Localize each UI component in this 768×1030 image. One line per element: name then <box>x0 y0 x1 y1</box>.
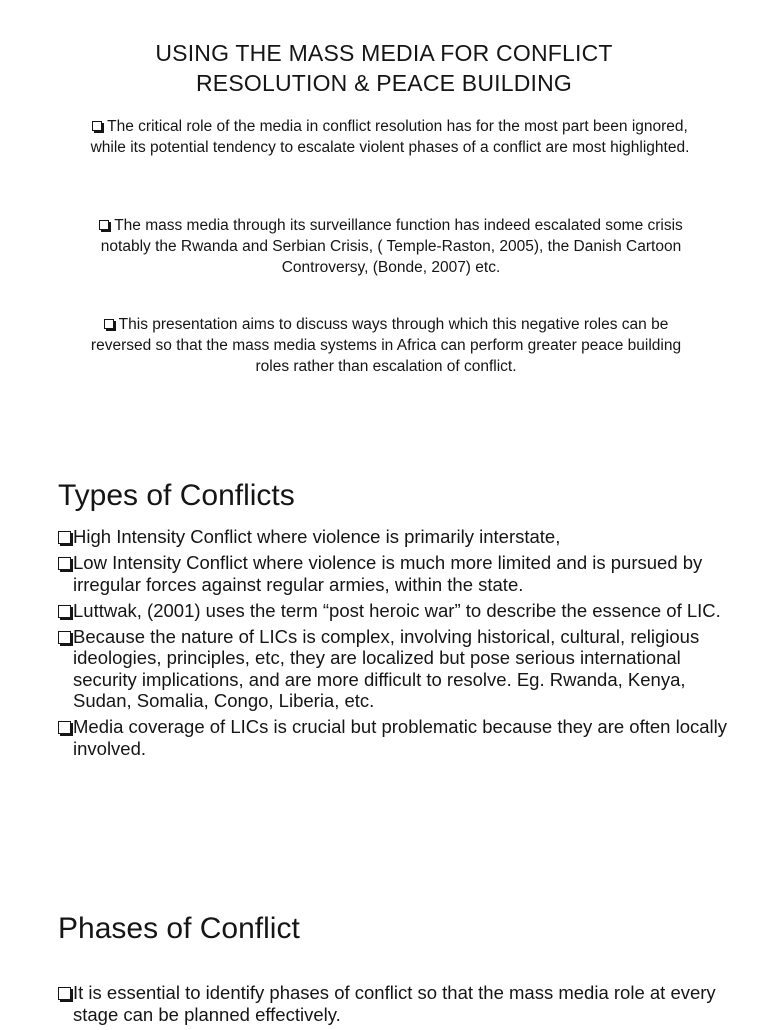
list-item-text: Luttwak, (2001) uses the term “post heroic war” to describe the essence of LIC. <box>73 599 721 621</box>
hollow-square-bullet-icon <box>58 987 71 1000</box>
intro-paragraph-text: The critical role of the media in conflict resolution has for the most part been ignored, while its potential tendency to escalate violent phases of a conflict are most highlighted. <box>90 118 690 156</box>
intro-paragraph-text: This presentation aims to discuss ways through which this negative roles can be reversed so that the mass media systems in Africa can perform greater peace building roles rather than escalation of conflict. <box>90 316 682 375</box>
list-item <box>58 716 728 759</box>
hollow-square-bullet-icon <box>58 721 71 734</box>
types-of-conflicts-list <box>58 526 728 764</box>
list-item <box>58 626 728 712</box>
hollow-square-bullet-icon <box>92 121 102 131</box>
section-heading-phases-of-conflict: Phases of Conflict <box>58 912 300 945</box>
list-item <box>58 552 728 595</box>
list-item-text: Low Intensity Conflict where violence is much more limited and is pursued by irregular forces against regular armies, within the state. <box>73 552 703 595</box>
hollow-square-bullet-icon <box>104 319 114 329</box>
slide-title <box>0 38 768 98</box>
slide-title-line-2: RESOLUTION & PEACE BUILDING <box>195 70 573 96</box>
hollow-square-bullet-icon <box>58 531 71 544</box>
intro-paragraph-text: The mass media through its surveillance function has indeed escalated some crisis notably the Rwanda and Serbian Crisis, ( Temple-Raston, 2005), the Danish Cartoon Controversy, (Bonde, 2007) etc. <box>100 217 683 276</box>
list-item <box>58 982 728 1025</box>
hollow-square-bullet-icon <box>58 557 71 570</box>
list-item-text: High Intensity Conflict where violence is primarily interstate, <box>73 526 561 547</box>
intro-paragraph-3 <box>86 314 686 377</box>
hollow-square-bullet-icon <box>58 631 71 644</box>
list-item <box>58 600 728 622</box>
list-item-text: It is essential to identify phases of conflict so that the mass media role at every stage can be planned effectively. <box>73 982 716 1025</box>
section-heading-types-of-conflicts: Types of Conflicts <box>58 479 295 512</box>
list-item-text: Because the nature of LICs is complex, involving historical, cultural, religious ideologies, principles, etc, they are localized but pose serious international security implications, and are more difficult to resolve. Eg. Rwanda, Kenya, Sudan, Somalia, Congo, Liberia, etc. <box>73 625 700 711</box>
hollow-square-bullet-icon <box>58 605 71 618</box>
slide-title-line-1: USING THE MASS MEDIA FOR CONFLICT <box>155 40 613 66</box>
hollow-square-bullet-icon <box>99 220 109 230</box>
intro-paragraph-1 <box>90 116 690 158</box>
list-item <box>58 526 728 548</box>
list-item-text: Media coverage of LICs is crucial but problematic because they are often locally involved. <box>73 716 728 759</box>
phases-of-conflict-list <box>58 982 728 1030</box>
intro-paragraph-2 <box>96 215 686 278</box>
